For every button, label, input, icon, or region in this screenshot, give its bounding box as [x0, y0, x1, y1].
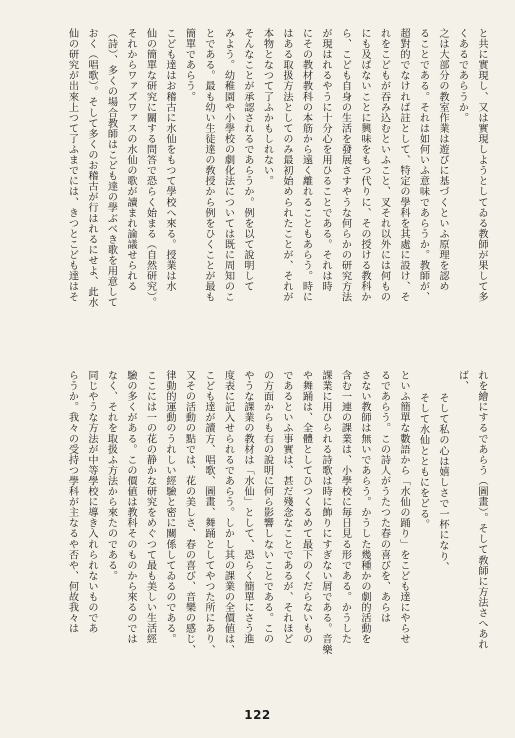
text-line: なく、それを取扱ふ方法から來たのである。: [105, 370, 117, 581]
text-line: と共に實現し、又は實現しようとしてゐる教師が果して多: [476, 28, 487, 303]
text-line: くあるであらうか。: [456, 28, 468, 123]
text-line: ここには一の花の静かな研究をめぐつて最も美しい生活經: [144, 370, 156, 645]
text-line: が現はれるやうに十分心を用ひることである。それは時: [320, 28, 331, 292]
text-line: それからワァズワァスの水仙の歌が讀まれ論議せられる: [125, 28, 136, 292]
text-line: とである。最も幼い生徒達の敎授から例をひくことが最も: [203, 28, 214, 303]
text-line: こども達はお稽古に水仙をもつて學校へ來る。授業は水: [164, 28, 175, 292]
text-line: るであらう。この詩人がうたつた春の喜びを、あらは: [378, 370, 390, 624]
text-line: といふ簡單な數語から「水仙の踊り」をこども達にやらせ: [398, 370, 409, 645]
text-line: 本物となつて了ふかもしれない。: [261, 28, 273, 187]
text-line: はある取扱方法としてのみ最初始められたことが、それが: [281, 28, 292, 303]
text-line: さない教師は無いであらう。かうした幾種かの劇的活動を: [359, 370, 370, 645]
text-line: そんなことが承認されるであらうか。例を以て說明して: [242, 28, 253, 292]
text-line: やうな課業の教材は「水仙」として、恐らく簡單にさう進: [242, 370, 253, 645]
text-line: の方面からも右の說明に何ら影響しないことである。この: [261, 370, 273, 645]
text-line: こども達が讀方、唱歌、圖畫、舞踊としてやつた所にあり、: [203, 370, 214, 655]
text-line: 驗の多くがある。この價値は教科そのものから來るのでは: [125, 370, 136, 645]
text-line: らうか。我々の受持つ學科が主なるや否や、何故我々は: [66, 370, 78, 634]
text-line: おく（唱歌）。そして多くのお稽古が行はれるにせよ、此水: [86, 28, 97, 308]
text-line: 簡單であらう。: [183, 28, 195, 102]
text-line: ば、: [456, 370, 468, 392]
text-line: 之は大部分の教室作業は遊びに基づくといふ原理を認め: [437, 28, 448, 292]
text-line: 同じやうな方法が中等學校に導き入れられないものであ: [86, 370, 97, 634]
text-line: 又その活動の點では、花の美しさ、春の喜び、音樂の感じ、: [183, 370, 195, 655]
text-line: 仙の簡單な研究に關する問答で恐らく始まる（自然研究）。: [144, 28, 156, 308]
text-line: 超對的でなければ註として、特定の學科を其處に設け、そ: [398, 28, 409, 303]
page-number: 122: [244, 708, 271, 722]
text-line: 度表に記入せられるであらう。しかし其の課業の全價値は、: [222, 370, 234, 655]
text-line: にその教材教科の本筋から遠く離れることもあらう。時に: [300, 28, 312, 303]
poem-line: そして水仙とともにをどる。: [417, 382, 429, 530]
upper-text-block: [21, 28, 491, 350]
text-line: であるといふ事實は、甚だ殘念なことであるが、それほど: [281, 370, 292, 645]
poem-line: そして私の心は嬉しさで一杯になり、: [437, 382, 448, 572]
text-line: 仙の研究が出來上つて了ふまでには、きつとこども達はそ: [66, 28, 78, 303]
text-line: にも及ばないことに興味をもつ代りに、その授ける教科か: [359, 28, 370, 303]
text-line: ら、こども自身の生活を發展さすやうな何らかの研究方法: [339, 28, 351, 303]
text-line: れをこどもが吞み込むといふこと、叉それ以外には何もの: [378, 28, 390, 303]
text-line: （詩）、多くの場合教師はこども達の學ぶべき歌を用意して: [105, 28, 117, 308]
text-line: 律動的運動のうれしい經驗と密に關係してゐるのである。: [164, 370, 175, 645]
text-line: 含む一連の課業は、小學校に毎日見る形である。かうした: [339, 370, 351, 645]
text-line: 課業に用ひられる詩歌は時に飾りにすぎない屑である。音樂: [320, 370, 331, 655]
lower-text-block: [21, 370, 491, 692]
text-line: みよう。幼稚園や小學校の劇化法については既に周知のこ: [222, 28, 234, 303]
text-line: や舞踊は、全體としてひつくるめて最下のくだらないもの: [300, 370, 312, 645]
text-line: れを繪にするであらう（圖畫）。そして敎師に方法さへあれ: [476, 370, 487, 650]
text-line: ることである。それは如何いふ意味であらうか。教師が、: [417, 28, 429, 303]
